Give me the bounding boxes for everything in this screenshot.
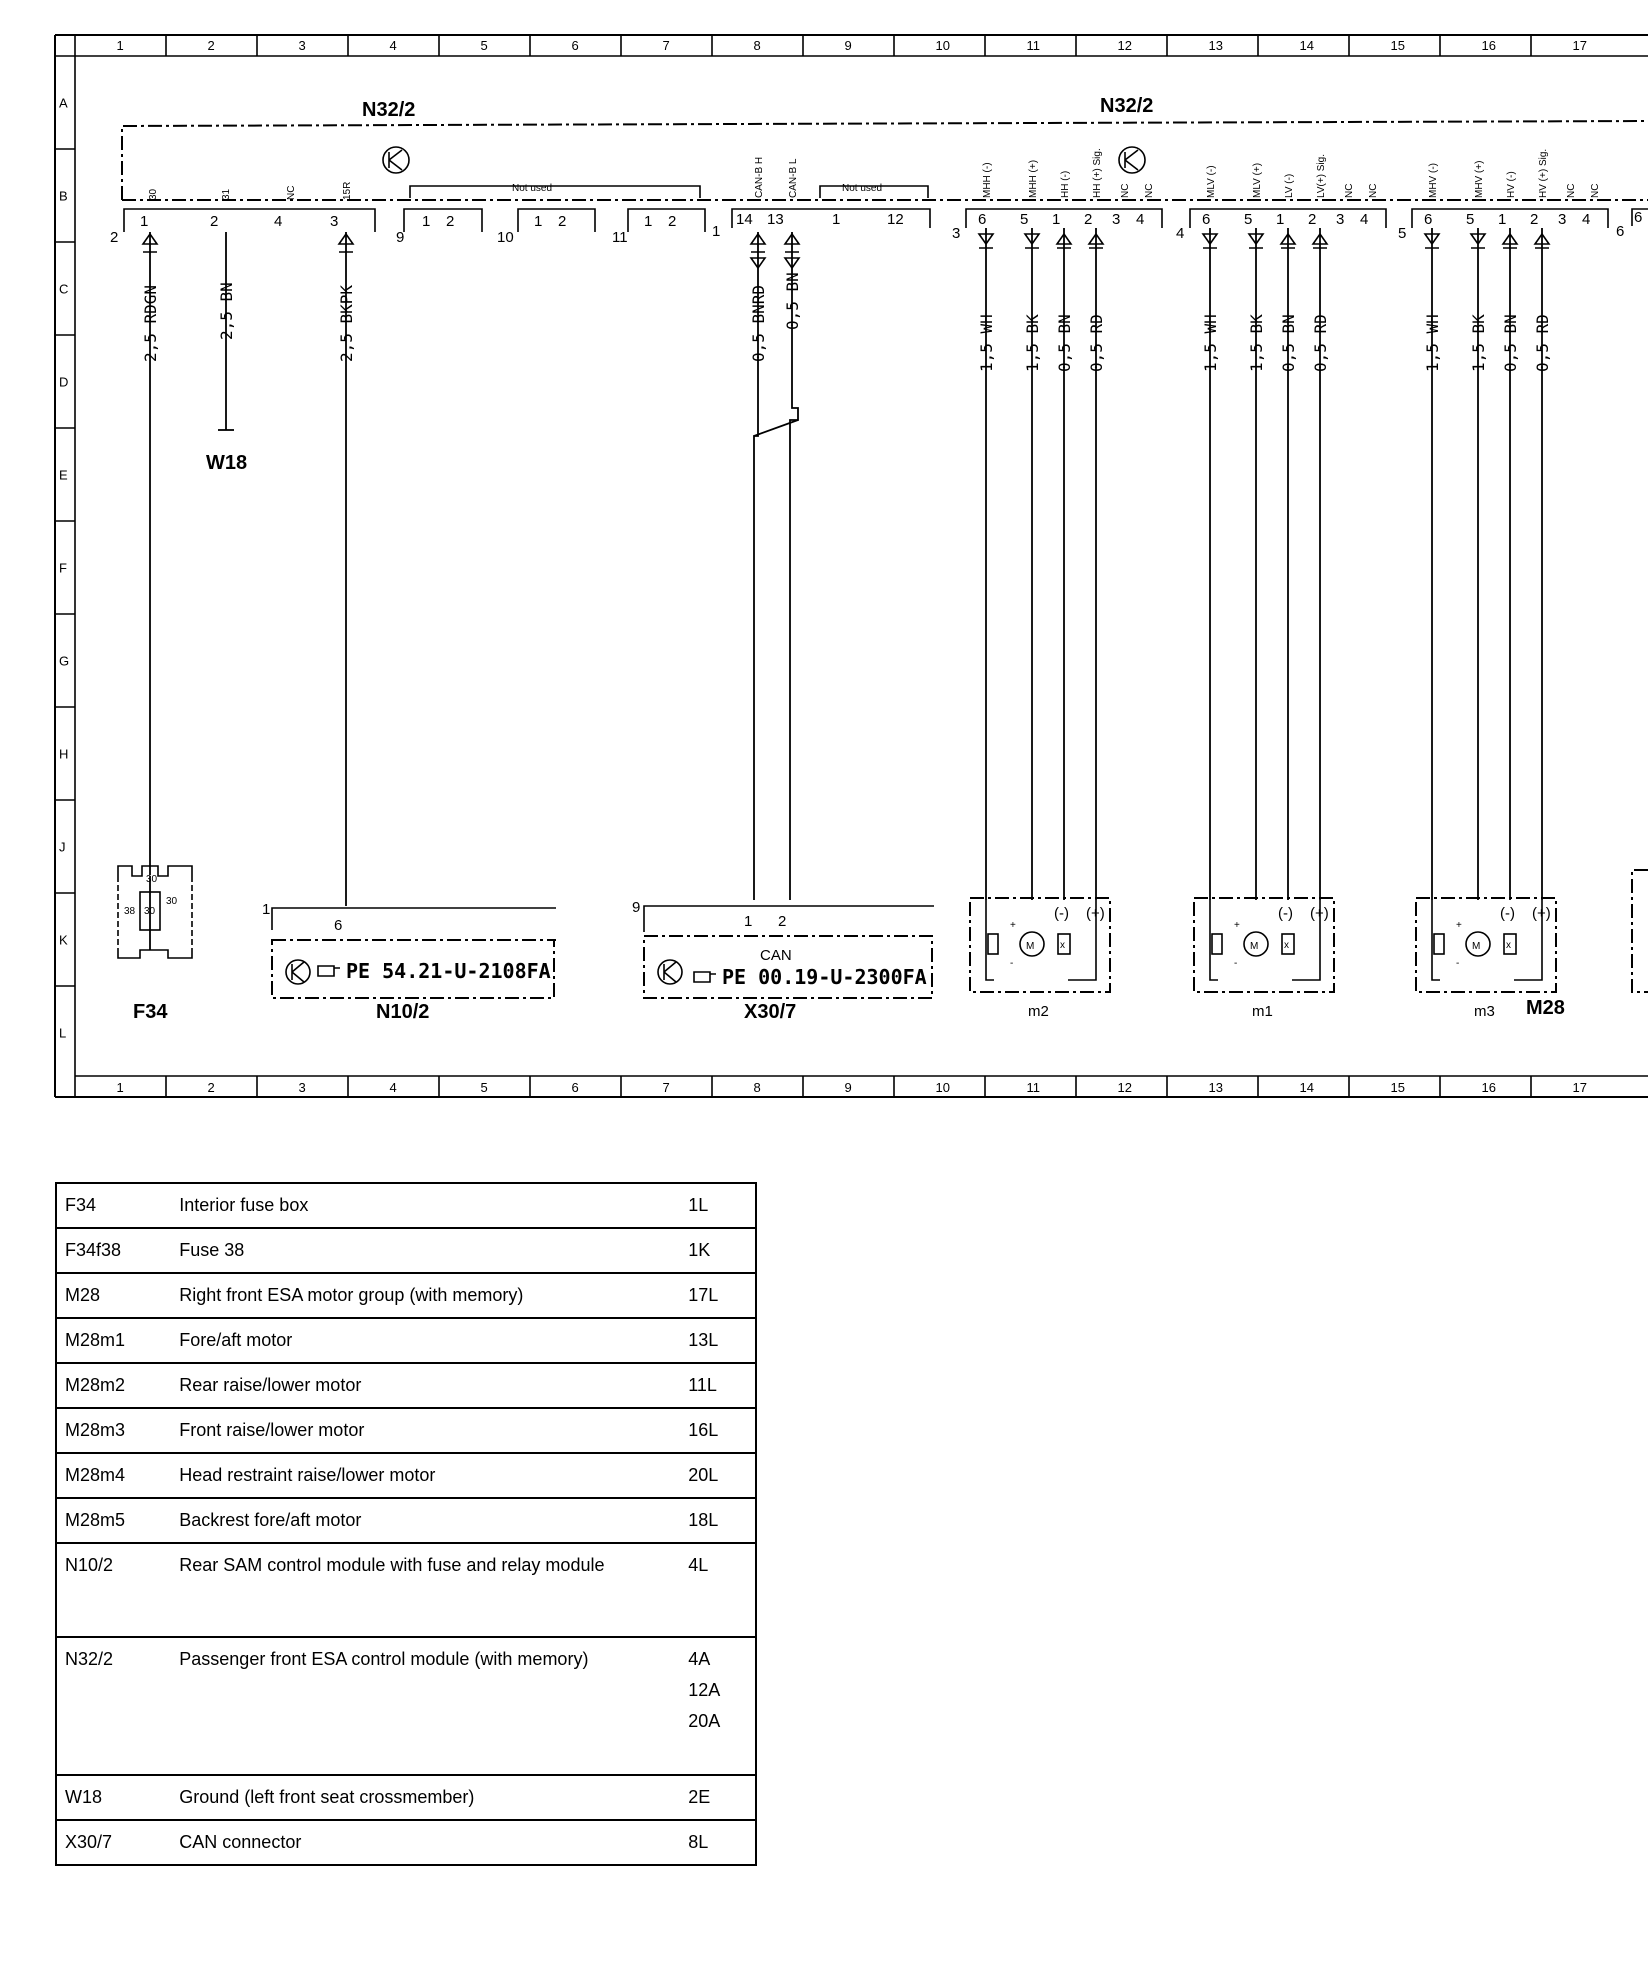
svg-text:(+): (+) (1532, 905, 1551, 922)
slot: 6 (978, 211, 987, 228)
grid-column-label: 13 (1208, 38, 1223, 53)
ecu-symbol-icon (658, 960, 682, 984)
wire-can-l (783, 232, 802, 900)
legend-description: Backrest fore/aft motor (171, 1498, 680, 1543)
pin-label: MHH (+) (1028, 159, 1039, 198)
wire-label: 1,5 BK (1247, 314, 1266, 372)
pin-label: MHV (-) (1428, 163, 1439, 198)
grid-column-label: 4 (389, 1080, 397, 1095)
slot: 3 (1336, 211, 1345, 228)
legend-row (56, 1543, 756, 1637)
legend-location (680, 1183, 756, 1228)
fuse-pin: 30 (146, 874, 158, 885)
grid-row-label: L (59, 1025, 67, 1041)
legend-location-value: 2E (688, 1787, 711, 1807)
pin-label: NC (286, 185, 297, 200)
ground-w18-label: W18 (206, 452, 248, 474)
legend-row (56, 1498, 756, 1543)
wire (1055, 228, 1074, 900)
pin-label: CAN-B H (754, 156, 765, 198)
legend-description: CAN connector (171, 1820, 680, 1865)
connector-5 (1398, 149, 1608, 242)
grid-column-label: 16 (1481, 38, 1496, 53)
legend-location (680, 1820, 756, 1865)
pin-label: HV (+) Sig. (1538, 148, 1549, 198)
legend-location-value: 12A (688, 1680, 721, 1700)
connector-3 (952, 148, 1162, 242)
svg-text:x: x (1506, 940, 1511, 951)
legend-location (680, 1228, 756, 1273)
connector-x30-7 (632, 899, 934, 1023)
legend-table (55, 1182, 757, 1866)
connector-number: 11 (612, 229, 628, 246)
grid-column-label: 6 (571, 38, 579, 53)
connector-number: 4 (1176, 225, 1185, 242)
legend-location (680, 1273, 756, 1318)
connector-1 (712, 157, 930, 240)
legend-code: F34f38 (56, 1228, 171, 1273)
slot: 1 (1498, 211, 1507, 228)
grid-column-label: 2 (207, 38, 215, 53)
grid-row-label: A (59, 95, 68, 111)
legend-location (680, 1363, 756, 1408)
legend-row (56, 1273, 756, 1318)
slot: 1 (534, 213, 543, 230)
grid-column-label: 1 (116, 1080, 124, 1095)
grid-column-label: 7 (662, 38, 670, 53)
grid-column-label: 10 (935, 1080, 950, 1095)
legend-location-value: 1K (688, 1240, 711, 1260)
motor-label: m2 (1028, 1003, 1049, 1020)
pin-label: 6 (334, 917, 343, 934)
svg-text:-: - (1234, 958, 1238, 969)
grid-column-label: 1 (116, 38, 124, 53)
grid-column-label: 11 (1026, 38, 1040, 53)
slot: 2 (446, 213, 455, 230)
pin-label: HV (-) (1506, 171, 1517, 198)
legend-location-value: 16L (688, 1420, 719, 1440)
legend-location-value: 20L (688, 1465, 719, 1485)
motor-m2 (970, 898, 1110, 1020)
connector-9 (396, 209, 482, 246)
slot: 1 (832, 211, 841, 228)
reference-link: PE 00.19-U-2300FA (722, 965, 927, 989)
grid-column-label: 2 (207, 1080, 215, 1095)
connector-10 (497, 209, 595, 246)
connector-number: 9 (632, 899, 641, 916)
slot: 1 (1052, 211, 1061, 228)
slot: 1 (644, 213, 653, 230)
pin-label: NC (1120, 183, 1131, 198)
wire-label: 0,5 BN (783, 272, 802, 330)
legend-code: M28 (56, 1273, 171, 1318)
connector-number: 3 (952, 225, 961, 242)
legend-code: X30/7 (56, 1820, 171, 1865)
legend-row (56, 1318, 756, 1363)
slot: 2 (668, 213, 677, 230)
grid-row-label: G (59, 653, 70, 669)
connector-number: 6 (1616, 223, 1625, 240)
slot: 4 (1136, 211, 1145, 228)
wire (977, 228, 996, 900)
pin-label: LV (-) (1284, 173, 1295, 198)
legend-description: Head restraint raise/lower motor (171, 1453, 680, 1498)
slot: 5 (1244, 211, 1253, 228)
wire-label: 1,5 WH (1423, 314, 1442, 372)
motor-label: m3 (1474, 1003, 1495, 1020)
legend-description: Ground (left front seat crossmember) (171, 1775, 680, 1820)
svg-text:(-): (-) (1054, 905, 1069, 922)
connector-number: 5 (1398, 225, 1407, 242)
legend-location-value: 17L (688, 1285, 719, 1305)
legend-location (680, 1637, 756, 1775)
grid-row-label: H (59, 746, 69, 762)
legend-location-value: 1L (688, 1195, 709, 1215)
legend-row (56, 1408, 756, 1453)
connector-11 (612, 209, 705, 246)
svg-text:x: x (1060, 940, 1065, 951)
legend-row (56, 1820, 756, 1865)
wire-label: 0,5 BN (1055, 314, 1074, 372)
legend-code: M28m3 (56, 1408, 171, 1453)
pin-label: 1 (744, 913, 753, 930)
grid-columns (55, 35, 1587, 1097)
slot: 3 (1558, 211, 1567, 228)
legend-description: Interior fuse box (171, 1183, 680, 1228)
n32-label-left: N32/2 (362, 99, 416, 121)
slot: 13 (767, 211, 784, 228)
grid-column-label: 7 (662, 1080, 670, 1095)
pin-label: CAN-B L (788, 158, 799, 198)
grid-column-label: 3 (298, 38, 306, 53)
legend-row (56, 1183, 756, 1228)
fuse-pin: 30 (144, 906, 156, 917)
slot: 4 (1582, 211, 1591, 228)
legend-location-value: 18L (688, 1510, 719, 1530)
legend-description: Rear SAM control module with fuse and relay module (171, 1543, 680, 1637)
grid-column-label: 10 (935, 38, 950, 53)
module-n10-2 (262, 901, 556, 1023)
wire-label: 0,5 RD (1533, 314, 1552, 372)
wire (1247, 228, 1266, 900)
grid-row-label: K (59, 932, 68, 948)
wire-label: 0,5 BNRD (749, 284, 768, 362)
wire-label: 2,5 RDGN (141, 284, 160, 362)
ecu-symbol-icon (286, 960, 310, 984)
f34-label: F34 (133, 1001, 168, 1023)
grid-column-label: 12 (1117, 1080, 1132, 1095)
grid-row-label: E (59, 467, 68, 483)
wire-30 (141, 232, 160, 875)
slot: 1 (140, 213, 149, 230)
slot: 2 (210, 213, 219, 230)
connector-number: 1 (262, 901, 271, 918)
wire-label: 2,5 BKPK (337, 284, 356, 362)
pin-label: 2 (778, 913, 787, 930)
svg-text:+: + (1456, 920, 1462, 931)
legend-location-value: 11L (688, 1375, 717, 1395)
legend-code: M28m4 (56, 1453, 171, 1498)
grid-column-label: 13 (1208, 1080, 1223, 1095)
wire (1423, 228, 1442, 900)
legend-code: M28m5 (56, 1498, 171, 1543)
grid-column-label: 17 (1572, 1080, 1587, 1095)
legend-location-value: 4A (688, 1649, 711, 1669)
grid-column-label: 11 (1026, 1080, 1040, 1095)
reference-link: PE 54.21-U-2108FA (346, 959, 551, 983)
grid-column-label: 5 (480, 1080, 488, 1095)
slot: 1 (1276, 211, 1285, 228)
legend-location (680, 1775, 756, 1820)
can-label: CAN (760, 947, 792, 964)
grid-row-label: B (59, 188, 68, 204)
slot: 5 (1466, 211, 1475, 228)
ecu-symbol-icon (383, 147, 409, 173)
grid-row-label: C (59, 281, 69, 297)
reference-hand-icon (694, 972, 716, 982)
grid-column-label: 4 (389, 38, 397, 53)
legend-location-value: 13L (688, 1330, 719, 1350)
wire (1533, 228, 1552, 900)
legend-description: Right front ESA motor group (with memory) (171, 1273, 680, 1318)
wire-label: 0,5 RD (1087, 314, 1106, 372)
not-used-label: Not used (512, 183, 553, 194)
grid-column-label: 15 (1390, 38, 1405, 53)
legend-code: M28m2 (56, 1363, 171, 1408)
legend-description: Rear raise/lower motor (171, 1363, 680, 1408)
wire-label: 0,5 BN (1279, 314, 1298, 372)
pin-label: 30 (148, 188, 159, 200)
wire-label: 2,5 BN (217, 282, 236, 340)
wire (1469, 228, 1488, 900)
legend-description: Front raise/lower motor (171, 1408, 680, 1453)
grid-column-label: 12 (1117, 38, 1132, 53)
wire (1311, 228, 1330, 900)
fuse-pin: 30 (166, 896, 178, 907)
grid-column-label: 8 (753, 1080, 761, 1095)
legend-code: N10/2 (56, 1543, 171, 1637)
connector-number: 9 (396, 229, 405, 246)
legend-row (56, 1775, 756, 1820)
slot: 14 (736, 211, 753, 228)
pin-label: 15R (342, 181, 353, 200)
legend-row (56, 1453, 756, 1498)
grid-row-label: J (59, 839, 66, 855)
wire (1201, 228, 1220, 900)
pin-label: NC (1344, 183, 1355, 198)
grid-column-label: 3 (298, 1080, 306, 1095)
motor-m1 (1194, 898, 1334, 1020)
legend-location (680, 1318, 756, 1363)
legend-description: Fuse 38 (171, 1228, 680, 1273)
motor-label: m1 (1252, 1003, 1273, 1020)
pin-label: NC (1590, 183, 1601, 198)
legend-location (680, 1453, 756, 1498)
legend-code: W18 (56, 1775, 171, 1820)
connector-number: 2 (110, 229, 119, 246)
connector-4 (1176, 154, 1386, 242)
fuse-box-f34 (118, 866, 192, 1023)
legend-location (680, 1408, 756, 1453)
pin-label: MLV (+) (1252, 162, 1263, 198)
pin-label: HH (-) (1060, 170, 1071, 198)
legend-description: Passenger front ESA control module (with memory) (171, 1637, 680, 1775)
fuse-pin: 38 (124, 906, 136, 917)
slot: 2 (1308, 211, 1317, 228)
wire-label: 1,5 WH (977, 314, 996, 372)
wire-31 (206, 232, 247, 474)
slot: 3 (1112, 211, 1121, 228)
legend-row (56, 1363, 756, 1408)
wire-label: 1,5 BK (1023, 314, 1042, 372)
legend-location (680, 1498, 756, 1543)
legend-location-value: 20A (688, 1711, 721, 1731)
slot: 4 (274, 213, 283, 230)
svg-text:(+): (+) (1086, 905, 1105, 922)
x30-7-label: X30/7 (744, 1001, 797, 1023)
svg-text:(+): (+) (1310, 905, 1329, 922)
slot: 2 (558, 213, 567, 230)
legend-code: N32/2 (56, 1637, 171, 1775)
wire (1087, 228, 1106, 900)
grid-row-label: F (59, 560, 67, 576)
wire (1023, 228, 1042, 900)
legend-description: Fore/aft motor (171, 1318, 680, 1363)
grid-column-label: 16 (1481, 1080, 1496, 1095)
grid-column-label: 5 (480, 38, 488, 53)
pin-label: MHV (+) (1474, 160, 1485, 198)
svg-text:M: M (1250, 941, 1259, 952)
slot: 12 (887, 211, 904, 228)
wire-label: 1,5 BK (1469, 314, 1488, 372)
legend-row (56, 1228, 756, 1273)
pin-label: MLV (-) (1206, 165, 1217, 198)
pin-label: MHH (-) (982, 162, 993, 198)
svg-text:(-): (-) (1278, 905, 1293, 922)
slot: 6 (1634, 209, 1643, 226)
pin-label: NC (1566, 183, 1577, 198)
legend-location-value: 4L (688, 1555, 709, 1575)
grid-column-label: 8 (753, 38, 761, 53)
grid-column-label: 17 (1572, 38, 1587, 53)
connector-6 (1616, 209, 1648, 240)
slot: 3 (330, 213, 339, 230)
svg-text:x: x (1284, 940, 1289, 951)
svg-text:+: + (1010, 920, 1016, 931)
svg-text:(-): (-) (1500, 905, 1515, 922)
grid-column-label: 9 (844, 38, 852, 53)
grid-column-label: 14 (1299, 1080, 1314, 1095)
wire (1501, 228, 1520, 900)
ecu-symbol-icon (1119, 147, 1145, 173)
legend-row (56, 1637, 756, 1775)
slot: 2 (1084, 211, 1093, 228)
connector-number: 1 (712, 223, 721, 240)
pin-label: 31 (221, 188, 232, 200)
reference-hand-icon (318, 966, 340, 976)
grid-column-label: 15 (1390, 1080, 1405, 1095)
slot: 1 (422, 213, 431, 230)
slot: 6 (1424, 211, 1433, 228)
slot: 6 (1202, 211, 1211, 228)
svg-text:-: - (1010, 958, 1014, 969)
pin-label: LV(+) Sig. (1316, 154, 1327, 198)
grid-row-label: D (59, 374, 69, 390)
wire-label: 0,5 RD (1311, 314, 1330, 372)
grid-column-label: 14 (1299, 38, 1314, 53)
pin-label: HH (+) Sig. (1092, 148, 1103, 198)
grid-column-label: 9 (844, 1080, 852, 1095)
n32-label-right: N32/2 (1100, 95, 1154, 117)
legend-code: M28m1 (56, 1318, 171, 1363)
wire-15r (337, 232, 356, 906)
wire-label: 0,5 BN (1501, 314, 1520, 372)
legend-code: F34 (56, 1183, 171, 1228)
pin-label: NC (1144, 183, 1155, 198)
svg-text:M: M (1026, 941, 1035, 952)
n10-2-label: N10/2 (376, 1001, 430, 1023)
wire (1279, 228, 1298, 900)
not-used-label: Not used (842, 183, 883, 194)
pin-label: NC (1368, 183, 1379, 198)
svg-text:M: M (1472, 941, 1481, 952)
slot: 5 (1020, 211, 1029, 228)
svg-text:-: - (1456, 958, 1460, 969)
legend-location (680, 1543, 756, 1637)
connector-number: 10 (497, 229, 514, 246)
wire-label: 1,5 WH (1201, 314, 1220, 372)
slot: 4 (1360, 211, 1369, 228)
m28-label: M28 (1526, 997, 1565, 1019)
legend-location-value: 8L (688, 1832, 709, 1852)
grid-column-label: 6 (571, 1080, 579, 1095)
slot: 2 (1530, 211, 1539, 228)
svg-text:+: + (1234, 920, 1240, 931)
